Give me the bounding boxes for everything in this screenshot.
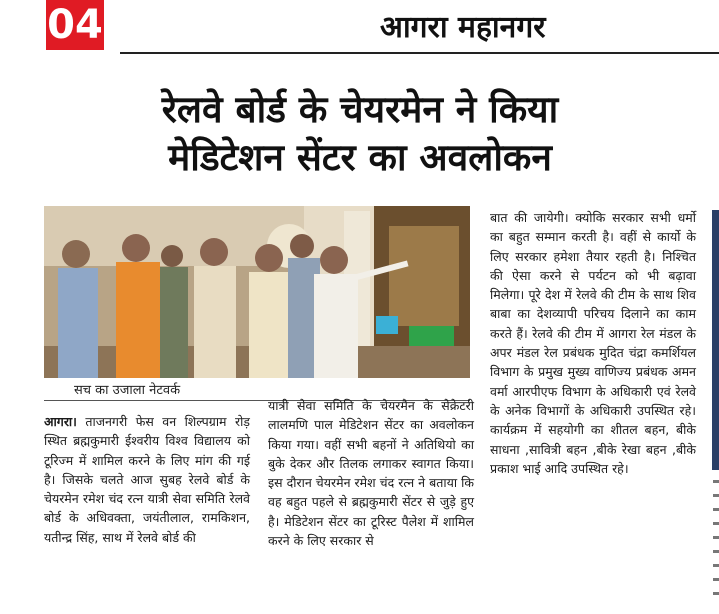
article-dateline: आगरा। [44,414,77,429]
adjacent-article-edge [712,210,719,470]
section-title: आगरा महानगर [380,10,546,45]
news-photo [44,206,470,378]
adjacent-text-edge [713,480,719,600]
photo-caption: सच का उजाला नेटवर्क [74,383,181,398]
masthead-divider [120,52,719,54]
article-headline [40,86,680,182]
article-column-3: बात की जायेगी। क्योकि सरकार सभी धर्मो का बहुत सम्मान करती है। वहीं से कार्यो के लिए सरकार हमेशा तैयार रहती है। निश्चित की ऐसा करने से पर्यटन को भी बढ़ावा मिलेगा। पूरे देश में रेलवे की टीम के साथ शिव बाबा का देशव्यापी परिचय दिलाने का काम करते हैं। रेलवे की टीम में आगरा रेल मंडल के अपर मंडल रेल प्रबंधक मुदित चंद्रा कमर्शियल विभाग के प्रमुख मुख्य वाणिज्य प्रबंधक अमन वर्मा आरपीएफ विभाग के अधिकारी एवं रेलवे के अनेक विभागों के अधिकारी उपस्थित रहे। कार्यक्रम में सहयोगी का शीतल बहन, बीके साधना ,सावित्री बहन ,बीके रेखा बहन ,बीके प्रकाश भाई आदि उपस्थित रहे। [490,210,696,476]
headline-line-2: मेडिटेशन सेंटर का अवलोकन [168,136,552,179]
page-number-badge: 04 [47,2,103,48]
column-1-text: ताजनगरी फेस वन शिल्पग्राम रोड़ स्थित ब्रह्मकुमारी ईश्वरीय विश्व विद्यालय को टूरिज्म में शामिल करने के लिए मांग की गई है। जिसके चलते आज सुबह रेलवे बोर्ड के चेयरमेन रमेश चंद रत्न यात्री सेवा समिति रेलवे बोर्ड के अधिवक्ता, जयंतीलाल, रामकिशन, यतीन्द्र सिंह, साथ में रेलवे बोर्ड की [44,414,250,545]
article-column-2: यात्री सेवा समिति के चेयरमैन के सेक्रेटरी लालमणि पाल मेडिटेशन सेंटर का अवलोकन किया गया। वहीं सभी बहनों ने अतिथियो का बुके देकर और तिलक लगाकर स्वागत किया। इस दौरान चेयरमेन रमेश चंद रत्न ने बताया कि वह बहुत पहले से ब्रह्मकुमारी सेंटर से जुड़े हुए है। मेडिटेशन सेंटर का टूरिस्ट पैलेश में शामिल करने के लिए सरकार से [268,398,474,549]
article-column-1 [44,412,250,547]
headline-line-1: रेलवे बोर्ड के चेयरमेन ने किया [161,88,559,131]
news-photo-illustration [44,206,470,378]
